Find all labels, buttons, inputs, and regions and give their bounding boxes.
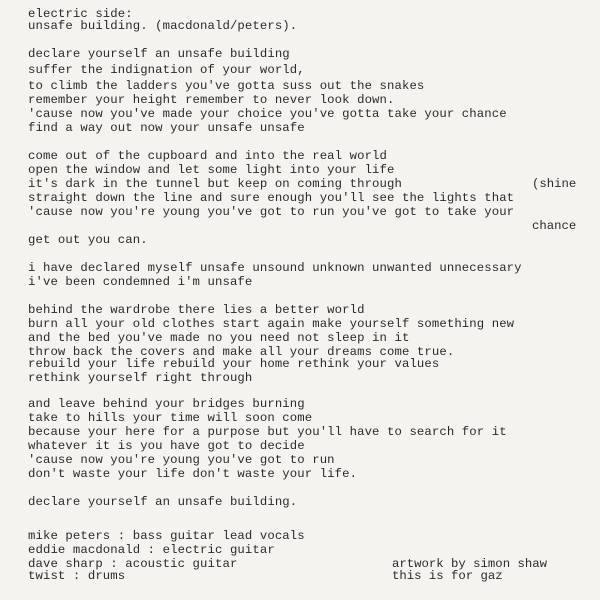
lyric-line: rebuild your life rebuild your home rethink your values <box>28 357 440 371</box>
lyric-line: 'cause now you've made your choice you've gotta take your chance <box>28 107 507 121</box>
lyric-line: suffer the indignation of your world, <box>28 63 305 77</box>
lyric-line: throw back the covers and make all your dreams come true. <box>28 345 455 359</box>
lyric-line: to climb the ladders you've gotta suss out the snakes <box>28 79 425 93</box>
dedication: this is for gaz <box>392 569 503 583</box>
lyric-line: don't waste your life don't waste your life. <box>28 467 358 481</box>
lyric-line: i've been condemned i'm unsafe <box>28 275 253 289</box>
lyric-line: open the window and let some light into your life <box>28 163 395 177</box>
lyric-line: declare yourself an unsafe building <box>28 47 290 61</box>
lyric-line: burn all your old clothes start again make yourself something new <box>28 317 515 331</box>
song-title: unsafe building. (macdonald/peters). <box>28 19 298 33</box>
lyric-line: 'cause now you're young you've got to run <box>28 453 335 467</box>
lyric-line: whatever it is you have got to decide <box>28 439 305 453</box>
lyric-line: it's dark in the tunnel but keep on coming through <box>28 177 402 191</box>
lyric-line: find a way out now your unsafe unsafe <box>28 121 305 135</box>
header-side: electric side: <box>28 7 133 21</box>
credit-line: mike peters : bass guitar lead vocals <box>28 529 305 543</box>
lyric-line: take to hills your time will soon come <box>28 411 313 425</box>
lyric-line: straight down the line and sure enough you'll see the lights that <box>28 191 515 205</box>
lyric-line: come out of the cupboard and into the real world <box>28 149 388 163</box>
credit-line: eddie macdonald : electric guitar <box>28 543 275 557</box>
lyric-line: 'cause now you're young you've got to run you've got to take your <box>28 205 515 219</box>
artwork-credit: artwork by simon shaw <box>392 557 547 571</box>
lyric-line: i have declared myself unsafe unsound unknown unwanted unnecessary <box>28 261 522 275</box>
lyric-overflow-chance: chance <box>532 219 577 233</box>
lyric-line: remember your height remember to never look down. <box>28 93 395 107</box>
credit-line: twist : drums <box>28 569 126 583</box>
credit-line: dave sharp : acoustic guitar <box>28 557 238 571</box>
lyric-line-closing: declare yourself an unsafe building. <box>28 495 298 509</box>
lyric-line: behind the wardrobe there lies a better world <box>28 303 365 317</box>
lyric-line: and the bed you've made no you need not sleep in it <box>28 331 410 345</box>
lyric-line: get out you can. <box>28 233 148 247</box>
lyric-overflow-shine: (shine <box>532 177 577 191</box>
lyric-line: rethink yourself right through <box>28 371 253 385</box>
lyric-line: because your here for a purpose but you'll have to search for it <box>28 425 507 439</box>
lyric-line: and leave behind your bridges burning <box>28 397 305 411</box>
